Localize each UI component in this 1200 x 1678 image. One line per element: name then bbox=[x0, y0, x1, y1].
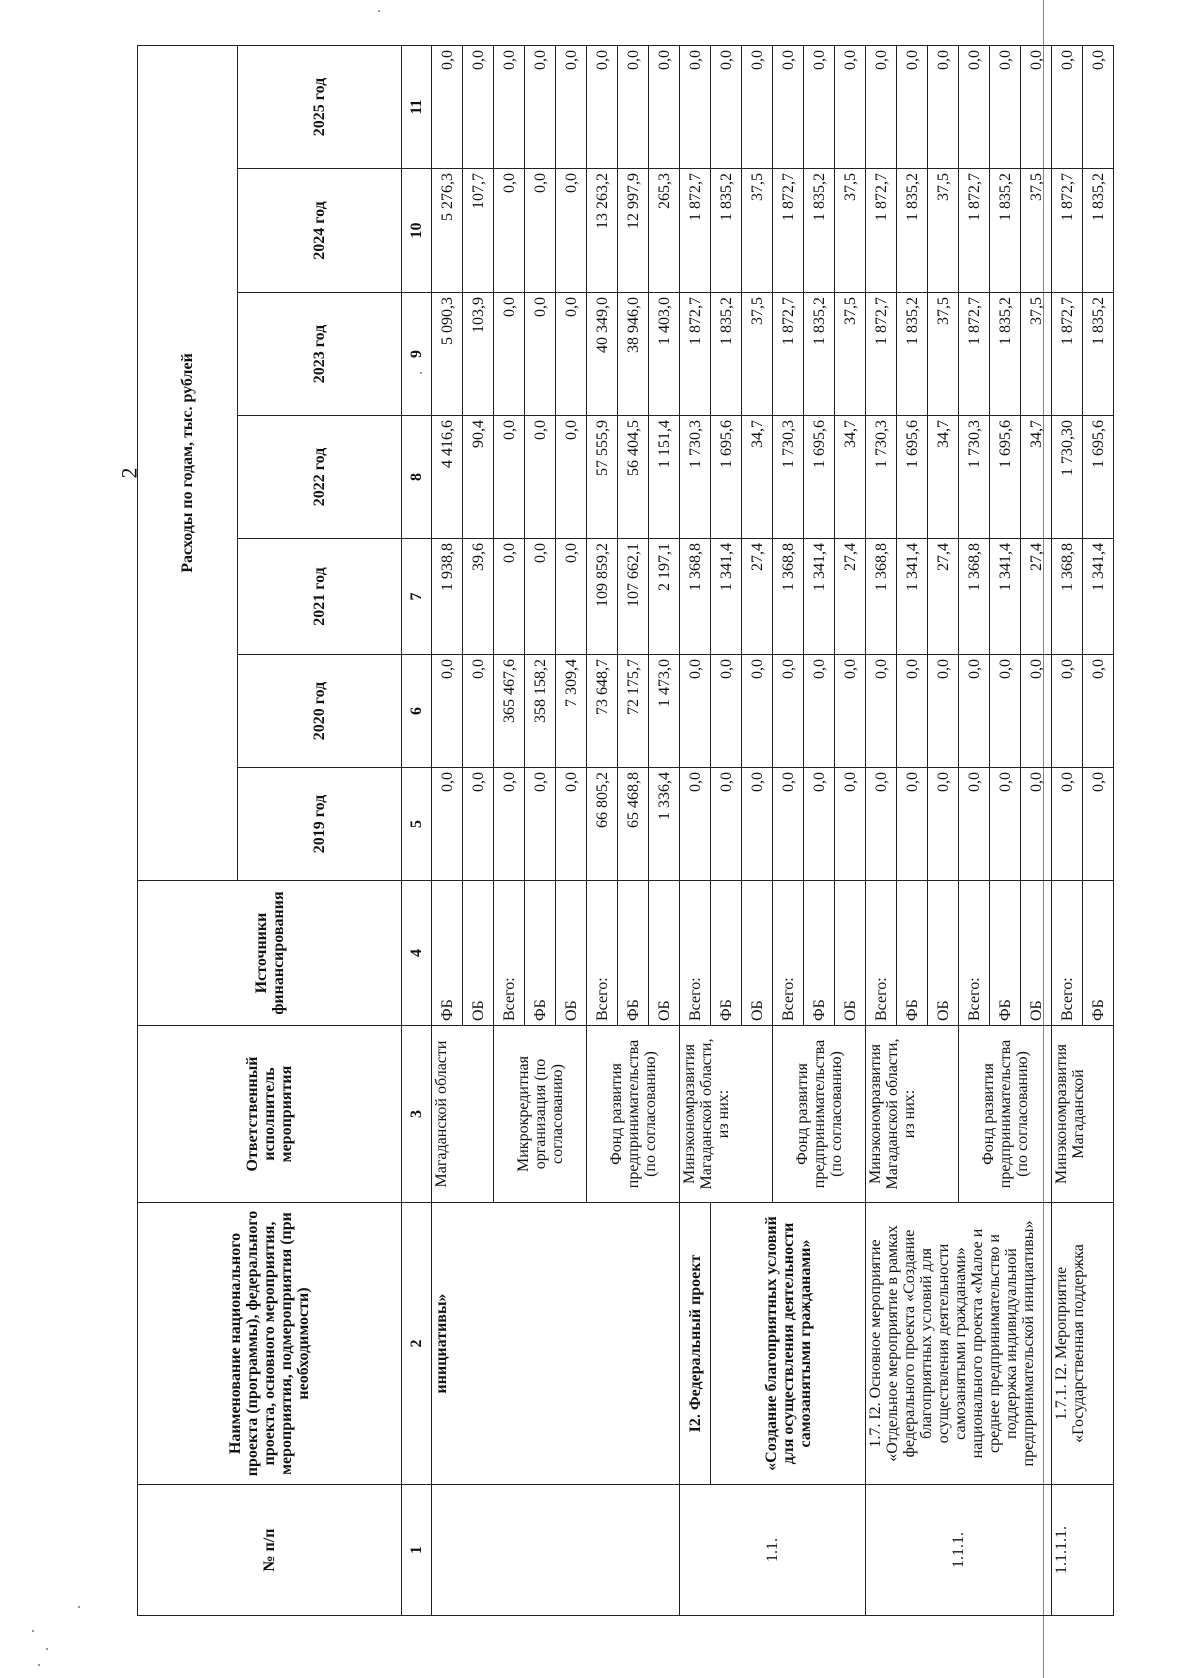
table-row bbox=[866, 45, 897, 1615]
funding-source-cell: Всего: bbox=[680, 881, 711, 1026]
amount-cell: 0,0 bbox=[494, 45, 525, 168]
table-row bbox=[680, 45, 711, 1615]
amount-cell: 0,0 bbox=[556, 45, 587, 168]
amount-cell: 1 368,8 bbox=[1052, 539, 1083, 655]
amount-cell: 0,0 bbox=[525, 539, 556, 655]
column-number: 4 bbox=[402, 881, 432, 1026]
amount-cell: 37,5 bbox=[835, 169, 866, 293]
amount-cell: 0,0 bbox=[494, 416, 525, 539]
amount-cell: 37,5 bbox=[742, 293, 773, 416]
amount-cell: 5 090,3 bbox=[432, 293, 463, 416]
executor-cell: Микрокредитная организация (по согласованию) bbox=[494, 1026, 587, 1203]
header-expenses: Расходы по годам, тыс. рублей bbox=[138, 45, 238, 880]
amount-cell: 0,0 bbox=[897, 45, 928, 168]
amount-cell: 1 835,2 bbox=[1083, 169, 1114, 293]
amount-cell: 0,0 bbox=[525, 45, 556, 168]
amount-cell: 0,0 bbox=[804, 45, 835, 168]
amount-cell: 0,0 bbox=[432, 768, 463, 881]
funding-source-cell: Всего: bbox=[1052, 881, 1083, 1026]
amount-cell: 1 835,2 bbox=[990, 293, 1021, 416]
amount-cell: 0,0 bbox=[804, 768, 835, 881]
amount-cell: 0,0 bbox=[432, 45, 463, 168]
amount-cell: 34,7 bbox=[928, 416, 959, 539]
amount-cell: 0,0 bbox=[928, 768, 959, 881]
amount-cell: 0,0 bbox=[990, 45, 1021, 168]
funding-source-cell: ОБ bbox=[649, 881, 680, 1026]
table-row bbox=[1052, 45, 1083, 1615]
amount-cell: 72 175,7 bbox=[618, 655, 649, 768]
executor-cell: Фонд развития предпринимательства (по согласованию) bbox=[773, 1026, 866, 1203]
funding-source-cell: ФБ bbox=[1083, 881, 1114, 1026]
amount-cell: 0,0 bbox=[773, 768, 804, 881]
row-number-cell: 1.1.1. bbox=[866, 1485, 1052, 1616]
amount-cell: 1 872,7 bbox=[1052, 169, 1083, 293]
amount-cell: 38 946,0 bbox=[618, 293, 649, 416]
amount-cell: 0,0 bbox=[525, 768, 556, 881]
amount-cell: 34,7 bbox=[835, 416, 866, 539]
header-row bbox=[138, 45, 238, 1615]
funding-source-cell: ФБ bbox=[711, 881, 742, 1026]
amount-cell: 0,0 bbox=[463, 768, 494, 881]
amount-cell: 27,4 bbox=[1021, 539, 1052, 655]
amount-cell: 1 872,7 bbox=[680, 293, 711, 416]
amount-cell: 27,4 bbox=[928, 539, 959, 655]
executor-cell: Минэкономразвития Магаданской области, из них: bbox=[680, 1026, 773, 1203]
amount-cell: 1 730,3 bbox=[773, 416, 804, 539]
amount-cell: 66 805,2 bbox=[587, 768, 618, 881]
amount-cell: 1 835,2 bbox=[990, 169, 1021, 293]
amount-cell: 7 309,4 bbox=[556, 655, 587, 768]
amount-cell: 0,0 bbox=[959, 768, 990, 881]
funding-source-cell: Всего: bbox=[866, 881, 897, 1026]
amount-cell: 0,0 bbox=[494, 539, 525, 655]
amount-cell: 0,0 bbox=[587, 45, 618, 168]
amount-cell: 0,0 bbox=[680, 655, 711, 768]
funding-source-cell: ОБ bbox=[742, 881, 773, 1026]
funding-source-cell: ОБ bbox=[463, 881, 494, 1026]
amount-cell: 1 695,6 bbox=[711, 416, 742, 539]
funding-source-cell: ФБ bbox=[618, 881, 649, 1026]
amount-cell: 0,0 bbox=[928, 655, 959, 768]
amount-cell: 0,0 bbox=[680, 45, 711, 168]
amount-cell: 1 151,4 bbox=[649, 416, 680, 539]
scan-speck bbox=[46, 1648, 48, 1650]
amount-cell: 0,0 bbox=[711, 45, 742, 168]
amount-cell: 1 872,7 bbox=[866, 293, 897, 416]
measure-name-cell: 1.7.1. I2. Мероприятие «Государственная поддержка bbox=[1052, 1203, 1114, 1485]
header-year: 2025 год bbox=[238, 45, 402, 168]
scan-speck bbox=[38, 1664, 40, 1666]
amount-cell: 0,0 bbox=[463, 45, 494, 168]
amount-cell: 1 368,8 bbox=[959, 539, 990, 655]
amount-cell: 1 872,7 bbox=[773, 169, 804, 293]
amount-cell: 1 835,2 bbox=[1083, 293, 1114, 416]
amount-cell: 1 938,8 bbox=[432, 539, 463, 655]
amount-cell: 358 158,2 bbox=[525, 655, 556, 768]
amount-cell: 0,0 bbox=[556, 169, 587, 293]
funding-source-cell: ФБ bbox=[990, 881, 1021, 1026]
amount-cell: 1 872,7 bbox=[1052, 293, 1083, 416]
amount-cell: 1 872,7 bbox=[959, 293, 990, 416]
column-number: 9 bbox=[402, 293, 432, 416]
measure-name-cell: I2. Федеральный проект bbox=[680, 1203, 711, 1485]
header-year: 2021 год bbox=[238, 539, 402, 655]
amount-cell: 265,3 bbox=[649, 169, 680, 293]
amount-cell: 0,0 bbox=[866, 45, 897, 168]
amount-cell: 0,0 bbox=[556, 768, 587, 881]
amount-cell: 0,0 bbox=[649, 45, 680, 168]
amount-cell: 1 835,2 bbox=[897, 169, 928, 293]
amount-cell: 12 997,9 bbox=[618, 169, 649, 293]
amount-cell: 1 835,2 bbox=[897, 293, 928, 416]
amount-cell: 1 730,3 bbox=[866, 416, 897, 539]
amount-cell: 0,0 bbox=[556, 416, 587, 539]
measure-name-cell: инициативы» bbox=[432, 1203, 680, 1485]
amount-cell: 34,7 bbox=[1021, 416, 1052, 539]
amount-cell: 0,0 bbox=[959, 45, 990, 168]
column-number: 1 bbox=[402, 1485, 432, 1616]
amount-cell: 56 404,5 bbox=[618, 416, 649, 539]
amount-cell: 4 416,6 bbox=[432, 416, 463, 539]
header-source: Источники финансирования bbox=[138, 881, 402, 1026]
funding-source-cell: Всего: bbox=[587, 881, 618, 1026]
amount-cell: 0,0 bbox=[742, 655, 773, 768]
row-number-cell bbox=[432, 1485, 680, 1616]
column-number-row bbox=[402, 45, 432, 1615]
executor-cell: Фонд развития предпринимательства (по согласованию) bbox=[587, 1026, 680, 1203]
amount-cell: 5 276,3 bbox=[432, 169, 463, 293]
amount-cell: 0,0 bbox=[1021, 655, 1052, 768]
amount-cell: 37,5 bbox=[1021, 293, 1052, 416]
amount-cell: 1 872,7 bbox=[959, 169, 990, 293]
scan-speck bbox=[32, 1630, 34, 1632]
amount-cell: 40 349,0 bbox=[587, 293, 618, 416]
row-number-cell: 1.1. bbox=[680, 1485, 866, 1616]
executor-cell: Фонд развития предпринимательства (по согласованию) bbox=[959, 1026, 1052, 1203]
amount-cell: 1 695,6 bbox=[990, 416, 1021, 539]
amount-cell: 0,0 bbox=[866, 768, 897, 881]
amount-cell: 57 555,9 bbox=[587, 416, 618, 539]
amount-cell: 1 835,2 bbox=[711, 293, 742, 416]
amount-cell: 0,0 bbox=[835, 45, 866, 168]
amount-cell: 1 368,8 bbox=[680, 539, 711, 655]
executor-cell: Магаданской области bbox=[432, 1026, 494, 1203]
amount-cell: 37,5 bbox=[928, 169, 959, 293]
funding-source-cell: ФБ bbox=[432, 881, 463, 1026]
amount-cell: 0,0 bbox=[494, 768, 525, 881]
amount-cell: 103,9 bbox=[463, 293, 494, 416]
amount-cell: 0,0 bbox=[463, 655, 494, 768]
amount-cell: 0,0 bbox=[680, 768, 711, 881]
amount-cell: 1 872,7 bbox=[866, 169, 897, 293]
executor-cell: Минэкономразвития Магаданской области, из них: bbox=[866, 1026, 959, 1203]
measure-name-cell: 1.7. I2. Основное мероприятие «Отдельное мероприятие в рамках федерального проекта «Создание благоприятных условий для осуществления деятельности самозанятыми гражданами» национального проекта «Малое и среднее предпринимательство и поддержка индивидуальной предпринимательской инициативы» bbox=[866, 1203, 1052, 1485]
funding-source-cell: ОБ bbox=[556, 881, 587, 1026]
amount-cell: 365 467,6 bbox=[494, 655, 525, 768]
amount-cell: 0,0 bbox=[556, 539, 587, 655]
amount-cell: 0,0 bbox=[618, 45, 649, 168]
header-name: Наименование национального проекта (программы), федерального проекта, основного мероприятия, мероприятия, подмероприятия (при необходимости) bbox=[138, 1203, 402, 1485]
amount-cell: 0,0 bbox=[525, 293, 556, 416]
header-year: 2019 год bbox=[238, 768, 402, 881]
amount-cell: 13 263,2 bbox=[587, 169, 618, 293]
amount-cell: 0,0 bbox=[742, 45, 773, 168]
funding-source-cell: ФБ bbox=[897, 881, 928, 1026]
funding-source-cell: ФБ bbox=[804, 881, 835, 1026]
table-row bbox=[432, 45, 463, 1615]
header-year: 2023 год bbox=[238, 293, 402, 416]
amount-cell: 1 730,30 bbox=[1052, 416, 1083, 539]
amount-cell: 37,5 bbox=[835, 293, 866, 416]
amount-cell: 0,0 bbox=[1052, 655, 1083, 768]
amount-cell: 0,0 bbox=[835, 768, 866, 881]
amount-cell: 0,0 bbox=[773, 655, 804, 768]
amount-cell: 0,0 bbox=[1083, 45, 1114, 168]
amount-cell: 37,5 bbox=[1021, 169, 1052, 293]
amount-cell: 0,0 bbox=[494, 169, 525, 293]
table-body bbox=[432, 45, 1114, 1615]
page-number: 2 bbox=[116, 467, 142, 479]
expenses-table bbox=[137, 45, 1114, 1616]
amount-cell: 1 341,4 bbox=[711, 539, 742, 655]
amount-cell: 1 341,4 bbox=[897, 539, 928, 655]
amount-cell: 0,0 bbox=[928, 45, 959, 168]
amount-cell: 1 368,8 bbox=[866, 539, 897, 655]
amount-cell: 0,0 bbox=[897, 768, 928, 881]
amount-cell: 0,0 bbox=[525, 416, 556, 539]
amount-cell: 0,0 bbox=[897, 655, 928, 768]
amount-cell: 0,0 bbox=[1052, 768, 1083, 881]
amount-cell: 107,7 bbox=[463, 169, 494, 293]
funding-source-cell: ФБ bbox=[525, 881, 556, 1026]
amount-cell: 1 730,3 bbox=[959, 416, 990, 539]
amount-cell: 1 473,0 bbox=[649, 655, 680, 768]
rotated-page-content bbox=[137, 46, 1107, 1616]
amount-cell: 0,0 bbox=[990, 768, 1021, 881]
amount-cell: 0,0 bbox=[866, 655, 897, 768]
amount-cell: 1 695,6 bbox=[1083, 416, 1114, 539]
column-number: 3 bbox=[402, 1026, 432, 1203]
funding-source-cell: ОБ bbox=[928, 881, 959, 1026]
amount-cell: 0,0 bbox=[1083, 768, 1114, 881]
amount-cell: 27,4 bbox=[742, 539, 773, 655]
amount-cell: 1 695,6 bbox=[897, 416, 928, 539]
funding-source-cell: Всего: bbox=[773, 881, 804, 1026]
funding-source-cell: ОБ bbox=[1021, 881, 1052, 1026]
amount-cell: 1 341,4 bbox=[804, 539, 835, 655]
amount-cell: 0,0 bbox=[525, 169, 556, 293]
scan-speck bbox=[78, 1606, 80, 1608]
amount-cell: 0,0 bbox=[494, 293, 525, 416]
amount-cell: 34,7 bbox=[742, 416, 773, 539]
column-number: 8 bbox=[402, 416, 432, 539]
amount-cell: 0,0 bbox=[1052, 45, 1083, 168]
amount-cell: 107 662,1 bbox=[618, 539, 649, 655]
column-number: 6 bbox=[402, 655, 432, 768]
amount-cell: 1 336,4 bbox=[649, 768, 680, 881]
executor-cell: Минэкономразвития Магаданской bbox=[1052, 1026, 1114, 1203]
amount-cell: 0,0 bbox=[556, 293, 587, 416]
column-number: 2 bbox=[402, 1203, 432, 1485]
amount-cell: 1 368,8 bbox=[773, 539, 804, 655]
column-number: 5 bbox=[402, 768, 432, 881]
amount-cell: 1 730,3 bbox=[680, 416, 711, 539]
amount-cell: 0,0 bbox=[804, 655, 835, 768]
amount-cell: 0,0 bbox=[1083, 655, 1114, 768]
column-number: 10 bbox=[402, 169, 432, 293]
funding-source-cell: Всего: bbox=[494, 881, 525, 1026]
amount-cell: 2 197,1 bbox=[649, 539, 680, 655]
amount-cell: 1 341,4 bbox=[1083, 539, 1114, 655]
amount-cell: 0,0 bbox=[711, 768, 742, 881]
funding-source-cell: ОБ bbox=[835, 881, 866, 1026]
amount-cell: 0,0 bbox=[990, 655, 1021, 768]
table-row bbox=[711, 45, 742, 1615]
amount-cell: 1 835,2 bbox=[711, 169, 742, 293]
funding-source-cell: Всего: bbox=[959, 881, 990, 1026]
amount-cell: 27,4 bbox=[835, 539, 866, 655]
measure-name-cell: «Создание благоприятных условий для осуществления деятельности самозанятыми гражданами» bbox=[711, 1203, 866, 1485]
amount-cell: 0,0 bbox=[1021, 45, 1052, 168]
amount-cell: 0,0 bbox=[742, 768, 773, 881]
column-number: 7 bbox=[402, 539, 432, 655]
header-year: 2022 год bbox=[238, 416, 402, 539]
amount-cell: 1 341,4 bbox=[990, 539, 1021, 655]
amount-cell: 0,0 bbox=[1021, 768, 1052, 881]
amount-cell: 65 468,8 bbox=[618, 768, 649, 881]
amount-cell: 1 872,7 bbox=[773, 293, 804, 416]
amount-cell: 90,4 bbox=[463, 416, 494, 539]
header-year: 2020 год bbox=[238, 655, 402, 768]
scan-speck bbox=[378, 10, 380, 12]
amount-cell: 73 648,7 bbox=[587, 655, 618, 768]
amount-cell: 1 872,7 bbox=[680, 169, 711, 293]
column-number: 11 bbox=[402, 45, 432, 168]
amount-cell: 0,0 bbox=[773, 45, 804, 168]
amount-cell: 1 835,2 bbox=[804, 169, 835, 293]
header-num: № п/п bbox=[138, 1485, 402, 1616]
amount-cell: 37,5 bbox=[742, 169, 773, 293]
amount-cell: 37,5 bbox=[928, 293, 959, 416]
row-number-cell: 1.1.1.1. bbox=[1052, 1485, 1114, 1616]
amount-cell: 0,0 bbox=[835, 655, 866, 768]
amount-cell: 0,0 bbox=[711, 655, 742, 768]
header-year: 2024 год bbox=[238, 169, 402, 293]
header-executor: Ответственный исполнитель мероприятия bbox=[138, 1026, 402, 1203]
amount-cell: 1 403,0 bbox=[649, 293, 680, 416]
amount-cell: 1 835,2 bbox=[804, 293, 835, 416]
amount-cell: 39,6 bbox=[463, 539, 494, 655]
amount-cell: 109 859,2 bbox=[587, 539, 618, 655]
amount-cell: 1 695,6 bbox=[804, 416, 835, 539]
amount-cell: 0,0 bbox=[432, 655, 463, 768]
amount-cell: 0,0 bbox=[959, 655, 990, 768]
